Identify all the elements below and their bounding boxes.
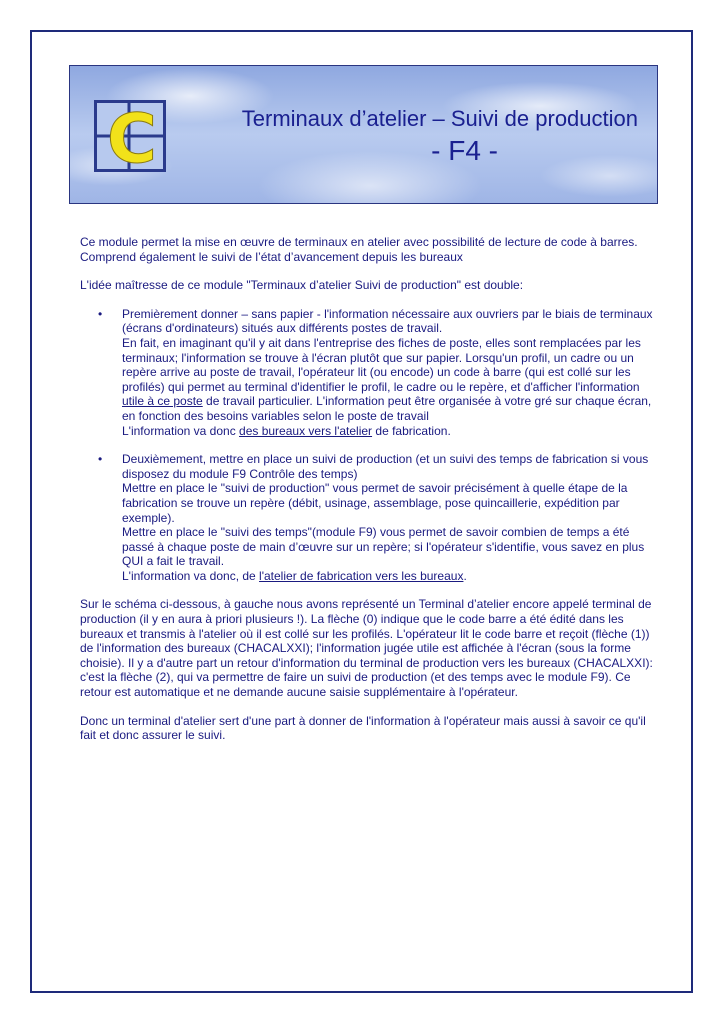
logo-letter: C <box>107 100 157 172</box>
company-logo <box>94 100 166 172</box>
bullet2-text-4a: L'information va donc, de <box>122 568 260 583</box>
bullet1-text-2a: En fait, en imaginant qu'il y ait dans l'entreprise des fiches de poste, elles sont remplacées par les terminaux; l'information se trouve à l'écran plutôt que sur papier. Lorsqu'un profil, un cadre ou un repère arrive au poste de travail, l'opérateur lit (ou encode) un code à barre (qui est collé sur les profilés) qui permet au terminal d'identifier le profil, le cadre ou le repère, et d'afficher l'information <box>122 335 641 394</box>
intro-paragraph <box>80 235 658 264</box>
intro-line-2: Comprend également le suivi de l’état d’avancement depuis les bureaux <box>80 249 463 264</box>
bullet-icon: • <box>98 306 103 321</box>
document-body <box>80 235 658 757</box>
page-title: Terminaux d’atelier – Suivi de production <box>241 106 638 131</box>
conclusion-paragraph: Donc un terminal d'atelier sert d'une part à donner de l'information à l'opérateur mais aussi à savoir ce qu'il fait et donc assurer le suivi. <box>80 713 646 743</box>
list-item <box>80 452 658 583</box>
bullet-list <box>80 307 658 584</box>
page-subtitle: - F4 - <box>431 135 498 166</box>
bullet2-text-4b: . <box>463 568 467 583</box>
bullet1-text-3b: de fabrication. <box>372 423 451 438</box>
bullet1-text-2b: de travail particulier. L'information peut être organisée à votre gré sur chaque écran, en fonction des besoins variables selon le poste de travail <box>122 394 652 423</box>
bullet2-text-1: Deuxièmement, mettre en place un suivi de production (et un suivi des temps de fabrication si vous disposez du module F9 Contrôle des temps) <box>122 452 649 481</box>
link-utile-a-ce-poste[interactable]: utile à ce poste <box>122 394 203 409</box>
link-bureaux-vers-atelier[interactable]: des bureaux vers l'atelier <box>239 423 373 438</box>
schema-paragraph: Sur le schéma ci-dessous, à gauche nous avons représenté un Terminal d’atelier encore appelé terminal de production (il y en aura à priori plusieurs !). La flèche (0) indique que le code barre a été édité dans les bureaux et transmis à l'atelier où il est collé sur les profilés. L'opérateur lit le code barre et reçoit (flèche (1)) de l'information des bureaux (CHACALXXI); l'information jugée utile est affichée à l'écran (sous la forme choisie). Il y a d'autre part un retour d'information du terminal de production vers les bureaux (CHACALXXI): c'est la flèche (2), qui va permettre de faire un suivi de production (et des temps avec le module F9). Ce retour est automatique et ne demande aucune saisie supplémentaire à l'opérateur. <box>80 597 653 700</box>
bullet2-text-3: Mettre en place le "suivi des temps"(module F9) vous permet de savoir combien de temps a été passé à chaque poste de main d’œuvre sur un repère; si l'opérateur s'identifie, vous savez en plus QUI a fait le travail. <box>122 525 645 569</box>
bullet1-text-1: Premièrement donner – sans papier - l'information nécessaire aux ouvriers par le biais de terminaux (écrans d'ordinateurs) situés aux différents postes de travail. <box>122 306 653 336</box>
intro-line-1: Ce module permet la mise en œuvre de terminaux en atelier avec possibilité de lecture de code à barres. <box>80 235 638 249</box>
header-banner <box>69 65 658 204</box>
bullet-icon: • <box>98 452 103 467</box>
list-item <box>80 307 658 438</box>
link-atelier-vers-bureaux[interactable]: l'atelier de fabrication vers les bureaux <box>259 568 464 583</box>
idea-paragraph: L'idée maîtresse de ce module "Terminaux d’atelier Suivi de production" est double: <box>80 278 524 293</box>
bullet1-text-3a: L'information va donc <box>122 423 240 438</box>
bullet2-text-2: Mettre en place le "suivi de production" vous permet de savoir précisément à quelle étape de la fabrication se trouve un repère (débit, usinage, assemblage, pose quincaillerie, expédition par exemple). <box>122 481 628 525</box>
